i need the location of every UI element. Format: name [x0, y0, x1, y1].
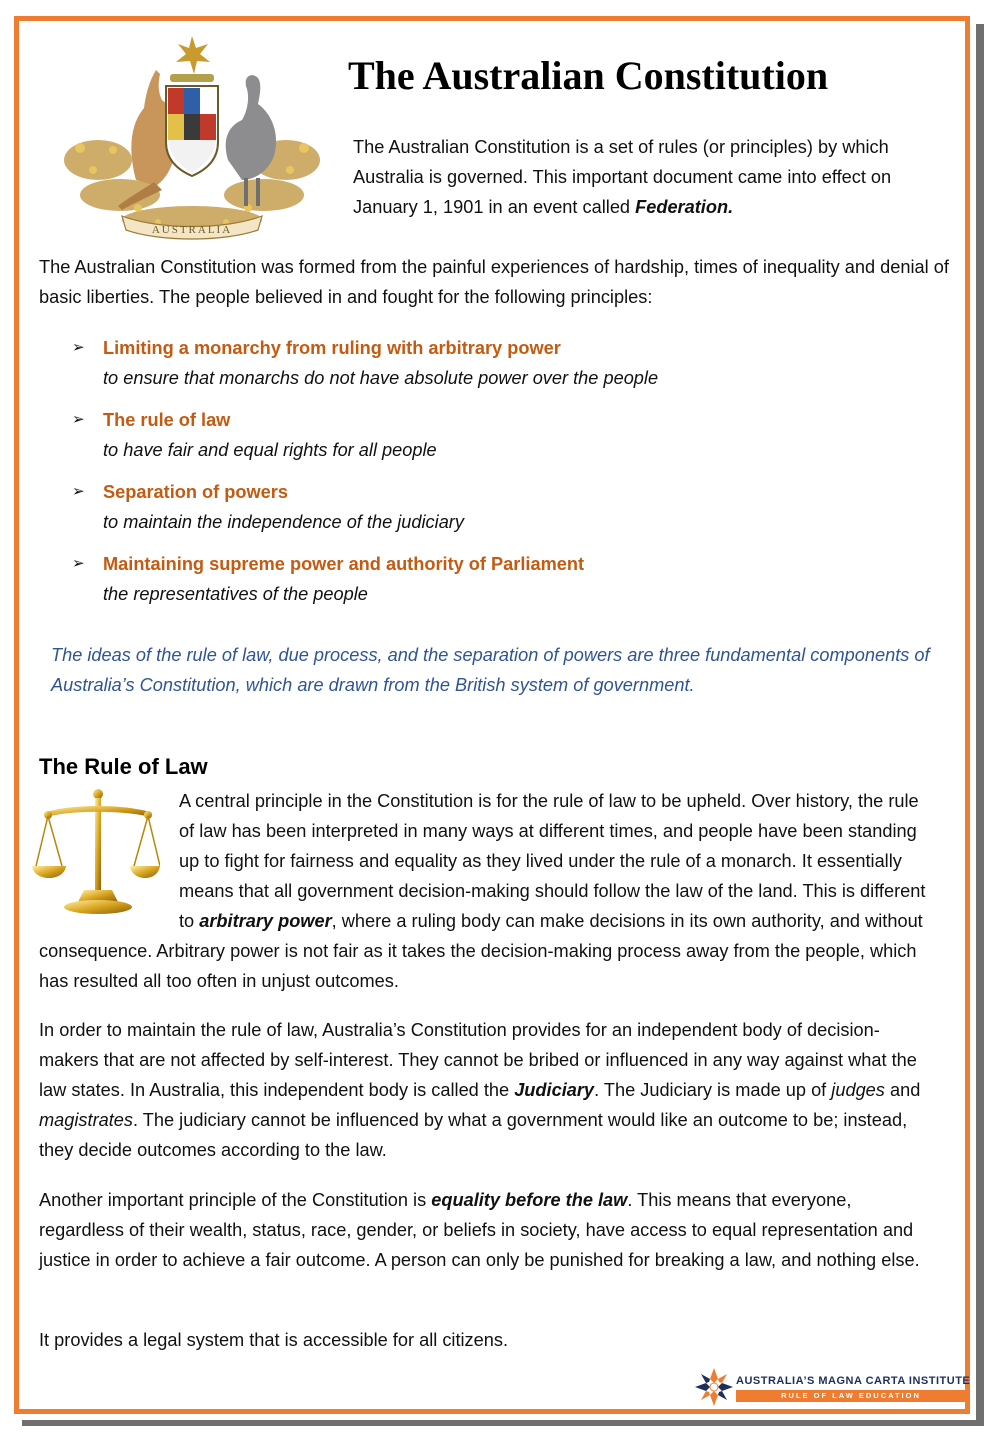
magistrates-term: magistrates [39, 1110, 134, 1130]
principle-heading: The rule of law [103, 410, 231, 430]
judiciary-text-end: . The judiciary cannot be influenced by what a government would like an outcome to be; instead, they decide outcomes according to the law. [39, 1110, 908, 1160]
principle-heading: Limiting a monarchy from ruling with arbitrary power [103, 338, 561, 358]
arrow-bullet-icon: ➢ [72, 555, 85, 572]
judiciary-text-and: and [884, 1080, 921, 1100]
rule-of-law-text-cont: , where a ruling body can make decisions in its own authority, and without consequence. Arbitrary power is not fair as it takes the decision-making process away from the people, which has resulted all too often in unjust outcomes. [39, 911, 923, 991]
principle-item [72, 549, 932, 609]
principle-heading: Separation of powers [103, 482, 288, 502]
page-title: The Australian Constitution [348, 53, 829, 98]
equality-text-cont: . This means that everyone, regardless of their wealth, status, race, gender, or beliefs in society, have access to equal representation and justice in order to achieve a fair outcome. A person can only be punished for breaking a law, and nothing else. [39, 1190, 920, 1270]
arrow-bullet-icon: ➢ [72, 483, 85, 500]
rule-of-law-intro [39, 786, 929, 996]
principle-item [72, 477, 932, 537]
judiciary-paragraph [39, 1015, 929, 1165]
crest-scroll-label: AUSTRALIA [151, 224, 233, 236]
equality-term: equality before the law [431, 1190, 628, 1210]
principle-item [72, 405, 932, 465]
federation-term: Federation. [635, 197, 734, 217]
footer-tagline: RULE OF LAW EDUCATION [781, 1391, 921, 1400]
rule-of-law-text: A central principle in the Constitution is for the rule of law to be upheld. Over history, the rule of law has been interpreted in many ways at different times, and people have been standing up to fight for fairness and equality as they lived under the rule of a monarch. It essentially means that all government decision-making should follow the law of the land. This is different to [179, 791, 926, 931]
access-paragraph: It provides a legal system that is accessible for all citizens. [39, 1330, 509, 1350]
judiciary-term: Judiciary [514, 1080, 595, 1100]
page-shadow-bottom [22, 1420, 984, 1426]
judiciary-text: In order to maintain the rule of law, Australia’s Constitution provides for an independent body of decision-makers that are not affected by self-interest. They cannot be bribed or influenced in any way against what the law states. In Australia, this independent body is called the [39, 1020, 917, 1100]
principle-item [72, 333, 932, 393]
principle-detail: to ensure that monarchs do not have absolute power over the people [103, 368, 659, 388]
principle-detail: the representatives of the people [103, 584, 368, 604]
coat-of-arms-icon [58, 30, 326, 242]
page-shadow-right [976, 24, 984, 1424]
image-float-spacer [39, 786, 179, 936]
arrow-bullet-icon: ➢ [72, 339, 85, 356]
principle-detail: to have fair and equal rights for all people [103, 440, 437, 460]
judges-term: judges [831, 1080, 885, 1100]
arbitrary-power-term: arbitrary power [199, 911, 332, 931]
equality-text: Another important principle of the Constitution is [39, 1190, 432, 1210]
formation-paragraph: The Australian Constitution was formed from the painful experiences of hardship, times of inequality and denial of basic liberties. The people believed in and fought for the following principles: [39, 257, 949, 307]
principle-detail: to maintain the independence of the judiciary [103, 512, 464, 532]
callout-paragraph: The ideas of the rule of law, due process, and the separation of powers are three fundamental components of Australia’s Constitution, which are drawn from the British system of government. [51, 645, 930, 695]
footer-org-name: AUSTRALIA’S MAGNA CARTA INSTITUTE [736, 1375, 971, 1387]
principle-heading: Maintaining supreme power and authority of Parliament [103, 554, 585, 574]
section-heading-rule-of-law: The Rule of Law [39, 754, 208, 779]
arrow-bullet-icon: ➢ [72, 411, 85, 428]
magna-carta-logo-icon [694, 1366, 734, 1408]
intro-text: The Australian Constitution is a set of rules (or principles) by which Australia is governed. This important document came into effect on January 1, 1901 in an event called [353, 137, 892, 217]
equality-paragraph [39, 1185, 929, 1275]
intro-paragraph [353, 132, 953, 222]
judiciary-text-cont: . The Judiciary is made up of [594, 1080, 832, 1100]
